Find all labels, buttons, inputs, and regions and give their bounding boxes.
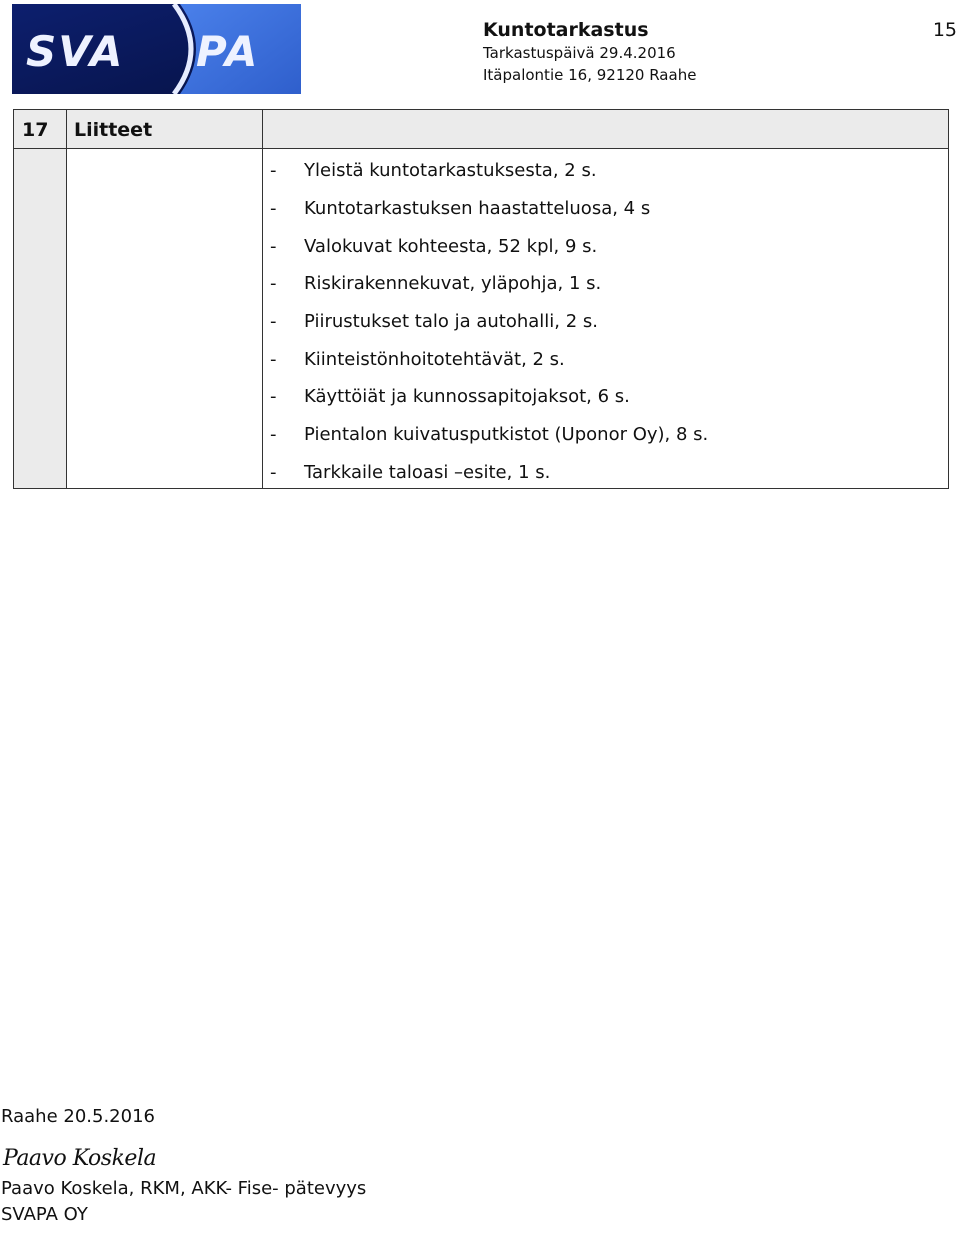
attachment-text: Valokuvat kohteesta, 52 kpl, 9 s. [304, 235, 598, 257]
list-item [270, 303, 708, 341]
list-item [270, 340, 708, 378]
list-dash: - [270, 235, 277, 257]
company-logo [12, 4, 301, 94]
list-item [270, 190, 708, 228]
table-header-row [14, 110, 948, 149]
list-dash: - [270, 273, 277, 295]
list-dash: - [270, 311, 277, 333]
list-dash: - [270, 424, 277, 446]
page-number: 15 [932, 19, 957, 41]
attachments-table [13, 109, 949, 489]
section-title: Liitteet [74, 119, 153, 141]
column-divider [262, 110, 263, 488]
svapa-logo-icon [12, 4, 301, 94]
property-address: Itäpalontie 16, 92120 Raahe [483, 66, 697, 84]
document-title: Kuntotarkastus [483, 19, 649, 41]
list-dash: - [270, 160, 277, 182]
attachment-text: Tarkkaile taloasi –esite, 1 s. [304, 461, 551, 483]
list-dash: - [270, 386, 277, 408]
inspection-date: Tarkastuspäivä 29.4.2016 [483, 44, 676, 62]
list-dash: - [270, 198, 277, 220]
attachment-text: Pientalon kuivatusputkistot (Uponor Oy), 8 s. [304, 424, 709, 446]
list-item [270, 378, 708, 416]
list-dash: - [270, 461, 277, 483]
document-header [483, 18, 883, 86]
place-date: Raahe 20.5.2016 [1, 1106, 155, 1127]
attachment-text: Kuntotarkastuksen haastatteluosa, 4 s [304, 198, 651, 220]
list-item [270, 416, 708, 454]
attachment-text: Kiinteistönhoitotehtävät, 2 s. [304, 348, 565, 370]
list-item [270, 227, 708, 265]
logo-text-right: PA [196, 27, 260, 76]
logo-text-left: SVA [26, 27, 125, 76]
section-number-column [14, 149, 67, 488]
attachment-text: Piirustukset talo ja autohalli, 2 s. [304, 311, 599, 333]
attachment-text: Käyttöiät ja kunnossapitojaksot, 6 s. [304, 386, 630, 408]
company-name: SVAPA OY [1, 1204, 88, 1225]
attachment-list [270, 152, 708, 491]
list-dash: - [270, 348, 277, 370]
attachment-text: Riskirakennekuvat, yläpohja, 1 s. [304, 273, 602, 295]
list-item [270, 454, 708, 492]
signer-name: Paavo Koskela, RKM, AKK- Fise- pätevyys [1, 1178, 367, 1199]
column-divider [66, 110, 67, 488]
section-number: 17 [22, 119, 49, 141]
document-footer [1, 1104, 366, 1228]
attachment-text: Yleistä kuntotarkastuksesta, 2 s. [304, 160, 597, 182]
list-item [270, 152, 708, 190]
handwritten-signature: Paavo Koskela [3, 1146, 157, 1171]
list-item [270, 265, 708, 303]
